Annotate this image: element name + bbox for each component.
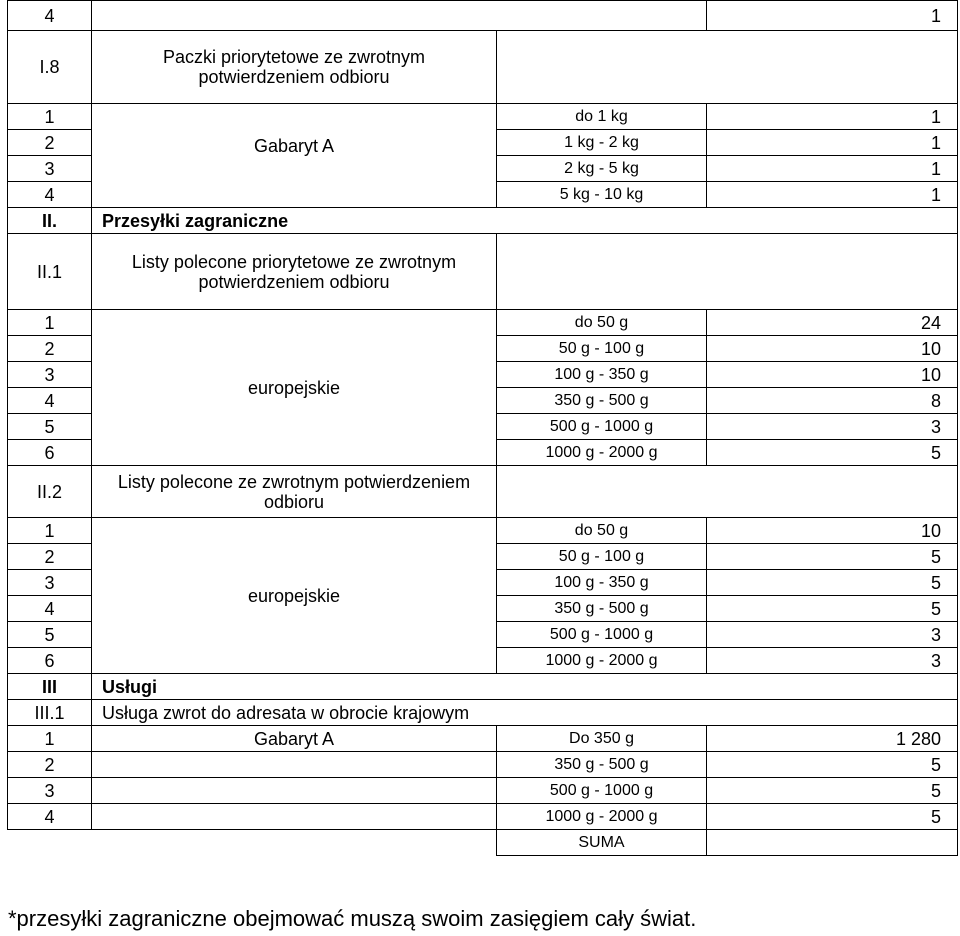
range-cell: 500 g - 1000 g xyxy=(497,414,707,440)
range-cell: 2 kg - 5 kg xyxy=(497,156,707,182)
count-cell: 3 xyxy=(707,622,958,648)
count-cell: 1 xyxy=(707,104,958,130)
count-cell: 24 xyxy=(707,310,958,336)
table-row xyxy=(8,1,958,31)
section-code: II. xyxy=(8,208,92,234)
range-cell: do 50 g xyxy=(497,518,707,544)
lp-cell: 4 xyxy=(8,388,92,414)
sum-value-cell xyxy=(707,830,958,856)
lp-cell: 5 xyxy=(8,414,92,440)
group-cell: europejskie xyxy=(92,518,497,674)
range-cell: 500 g - 1000 g xyxy=(497,622,707,648)
section-title: Usługa zwrot do adresata w obrocie krajowym xyxy=(92,700,707,726)
lp-cell: 2 xyxy=(8,336,92,362)
order-table xyxy=(7,0,958,856)
section-code: III xyxy=(8,674,92,700)
lp-cell: 4 xyxy=(8,596,92,622)
count-cell: 1 xyxy=(707,156,958,182)
count-cell: 5 xyxy=(707,778,958,804)
lp-cell: 3 xyxy=(8,156,92,182)
section-title: Usługi xyxy=(92,674,497,700)
lp-cell: 4 xyxy=(8,804,92,830)
section-header-row xyxy=(8,234,958,310)
section-title: Paczki priorytetowe ze zwrotnym potwierdzeniem odbioru xyxy=(92,31,497,104)
group-cell xyxy=(92,804,497,830)
section-header-row xyxy=(8,700,958,726)
lp-cell: 1 xyxy=(8,518,92,544)
table-row xyxy=(8,778,958,804)
range-cell: 350 g - 500 g xyxy=(497,596,707,622)
range-cell: 50 g - 100 g xyxy=(497,336,707,362)
section-code: II.1 xyxy=(8,234,92,310)
range-cell: 50 g - 100 g xyxy=(497,544,707,570)
table-row xyxy=(8,726,958,752)
count-cell: 10 xyxy=(707,362,958,388)
sum-label: SUMA xyxy=(497,830,707,856)
range-cell: 350 g - 500 g xyxy=(497,752,707,778)
count-cell: 5 xyxy=(707,544,958,570)
lp-cell: 1 xyxy=(8,726,92,752)
lp-cell: 2 xyxy=(8,752,92,778)
range-cell: 100 g - 350 g xyxy=(497,570,707,596)
count-cell: 5 xyxy=(707,596,958,622)
range-cell: 1000 g - 2000 g xyxy=(497,648,707,674)
section-title: Listy polecone priorytetowe ze zwrotnym potwierdzeniem odbioru xyxy=(92,234,497,310)
section-title: Listy polecone ze zwrotnym potwierdzeniem odbioru xyxy=(92,466,497,518)
count-cell: 3 xyxy=(707,648,958,674)
count-cell: 3 xyxy=(707,414,958,440)
count-cell: 8 xyxy=(707,388,958,414)
section-header-row xyxy=(8,466,958,518)
lp-cell: 2 xyxy=(8,544,92,570)
section-header-row xyxy=(8,674,958,700)
range-cell: 1000 g - 2000 g xyxy=(497,804,707,830)
section-code: III.1 xyxy=(8,700,92,726)
range-cell: 5 kg - 10 kg xyxy=(497,182,707,208)
table-row xyxy=(8,804,958,830)
group-cell: Gabaryt A xyxy=(92,726,497,752)
section-code: I.8 xyxy=(8,31,92,104)
count-cell: 1 xyxy=(707,1,958,31)
lp-cell: 6 xyxy=(8,440,92,466)
section-header-row xyxy=(8,208,958,234)
count-cell: 1 xyxy=(707,130,958,156)
lp-cell: 3 xyxy=(8,570,92,596)
range-cell: do 1 kg xyxy=(497,104,707,130)
section-code: II.2 xyxy=(8,466,92,518)
section-header-row xyxy=(8,31,958,104)
table-row xyxy=(8,104,958,130)
group-cell: Gabaryt A xyxy=(92,104,497,208)
range-cell: 500 g - 1000 g xyxy=(497,778,707,804)
range-cell: do 50 g xyxy=(497,310,707,336)
range-cell: Do 350 g xyxy=(497,726,707,752)
lp-cell: 6 xyxy=(8,648,92,674)
table-row xyxy=(8,518,958,544)
lp-cell: 5 xyxy=(8,622,92,648)
lp-cell: 4 xyxy=(8,182,92,208)
range-cell: 350 g - 500 g xyxy=(497,388,707,414)
section-title: Przesyłki zagraniczne xyxy=(92,208,497,234)
group-cell xyxy=(92,752,497,778)
range-cell: 1000 g - 2000 g xyxy=(497,440,707,466)
sum-row xyxy=(8,830,958,856)
lp-cell: 3 xyxy=(8,778,92,804)
table-row xyxy=(8,752,958,778)
table-row xyxy=(8,310,958,336)
count-cell: 10 xyxy=(707,518,958,544)
footnote: *przesyłki zagraniczne obejmować muszą swoim zasięgiem cały świat. xyxy=(8,906,697,931)
lp-cell: 3 xyxy=(8,362,92,388)
lp-cell: 2 xyxy=(8,130,92,156)
count-cell: 5 xyxy=(707,440,958,466)
lp-cell: 4 xyxy=(8,1,92,31)
count-cell: 1 280 xyxy=(707,726,958,752)
count-cell: 5 xyxy=(707,804,958,830)
count-cell: 10 xyxy=(707,336,958,362)
group-cell xyxy=(92,778,497,804)
count-cell: 1 xyxy=(707,182,958,208)
count-cell: 5 xyxy=(707,570,958,596)
lp-cell: 1 xyxy=(8,310,92,336)
count-cell: 5 xyxy=(707,752,958,778)
range-cell: 1 kg - 2 kg xyxy=(497,130,707,156)
range-cell: 100 g - 350 g xyxy=(497,362,707,388)
lp-cell: 1 xyxy=(8,104,92,130)
group-cell: europejskie xyxy=(92,310,497,466)
